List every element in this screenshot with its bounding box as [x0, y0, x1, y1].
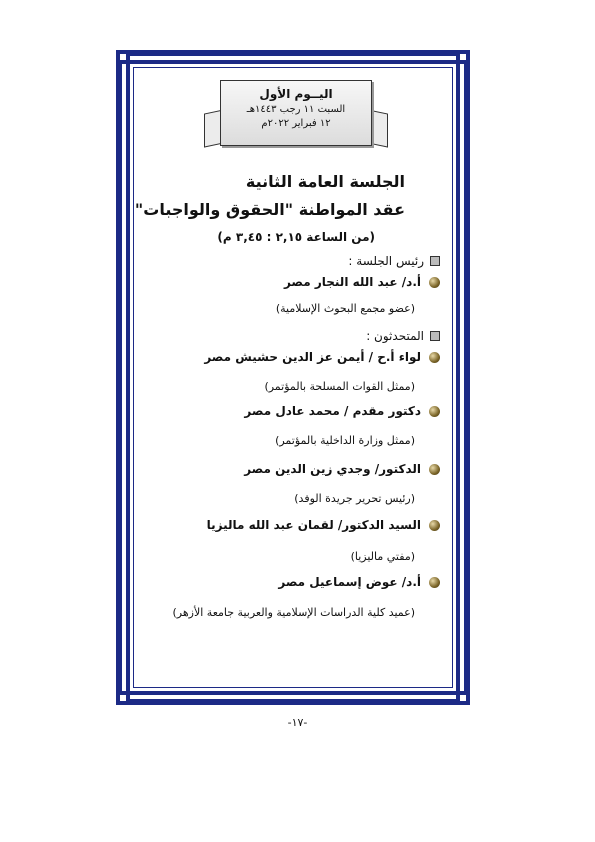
- session-time: (من الساعة ٢,١٥ : ٣,٤٥ م): [217, 230, 375, 244]
- round-bullet-icon: [429, 277, 440, 288]
- speaker-role: (ممثل وزارة الداخلية بالمؤتمر): [275, 434, 415, 447]
- speaker-name: لواء أ.ح / أيمن عز الدين حشيش مصر: [204, 350, 440, 364]
- chair-role: (عضو مجمع البحوث الإسلامية): [275, 302, 415, 315]
- session-title: الجلسة العامة الثانية: [245, 172, 405, 191]
- session-subtitle: عقد المواطنة "الحقوق والواجبات": [134, 200, 405, 219]
- page-border-line: [133, 67, 453, 688]
- round-bullet-icon: [429, 352, 440, 363]
- round-bullet-icon: [429, 577, 440, 588]
- speakers-heading: المتحدثون :: [366, 329, 440, 343]
- speaker-role: (عميد كلية الدراسات الإسلامية والعربية جامعة الأزهر): [172, 606, 415, 619]
- round-bullet-icon: [429, 520, 440, 531]
- banner-gregorian-date: ١٢ فبراير ٢٠٢٢م: [261, 118, 331, 129]
- corner-ornament: [456, 691, 470, 705]
- chair-name: أ.د/ عبد الله النجار مصر: [284, 275, 440, 289]
- chair-heading: رئيس الجلسة :: [348, 254, 440, 268]
- day-banner: [210, 80, 382, 148]
- corner-ornament: [116, 691, 130, 705]
- speaker-name: السيد الدكتور/ لقمان عبد الله ماليزيا: [207, 518, 440, 532]
- speaker-role: (رئيس تحرير جريدة الوفد): [294, 492, 415, 505]
- speaker-name: دكتور مقدم / محمد عادل مصر: [244, 404, 440, 418]
- round-bullet-icon: [429, 406, 440, 417]
- square-bullet-icon: [430, 256, 440, 266]
- round-bullet-icon: [429, 464, 440, 475]
- speaker-role: (مفتي ماليزيا): [350, 550, 415, 563]
- corner-ornament: [456, 50, 470, 64]
- corner-ornament: [116, 50, 130, 64]
- page-number: -١٧-: [287, 716, 308, 729]
- banner-day: اليــوم الأول: [259, 87, 333, 101]
- speaker-role: (ممثل القوات المسلحة بالمؤتمر): [264, 380, 415, 393]
- speaker-name: أ.د/ عوض إسماعيل مصر: [278, 575, 440, 589]
- speaker-name: الدكتور/ وجدي زين الدين مصر: [244, 462, 440, 476]
- square-bullet-icon: [430, 331, 440, 341]
- banner-hijri-date: السبت ١١ رجب ١٤٤٣هـ: [246, 104, 346, 115]
